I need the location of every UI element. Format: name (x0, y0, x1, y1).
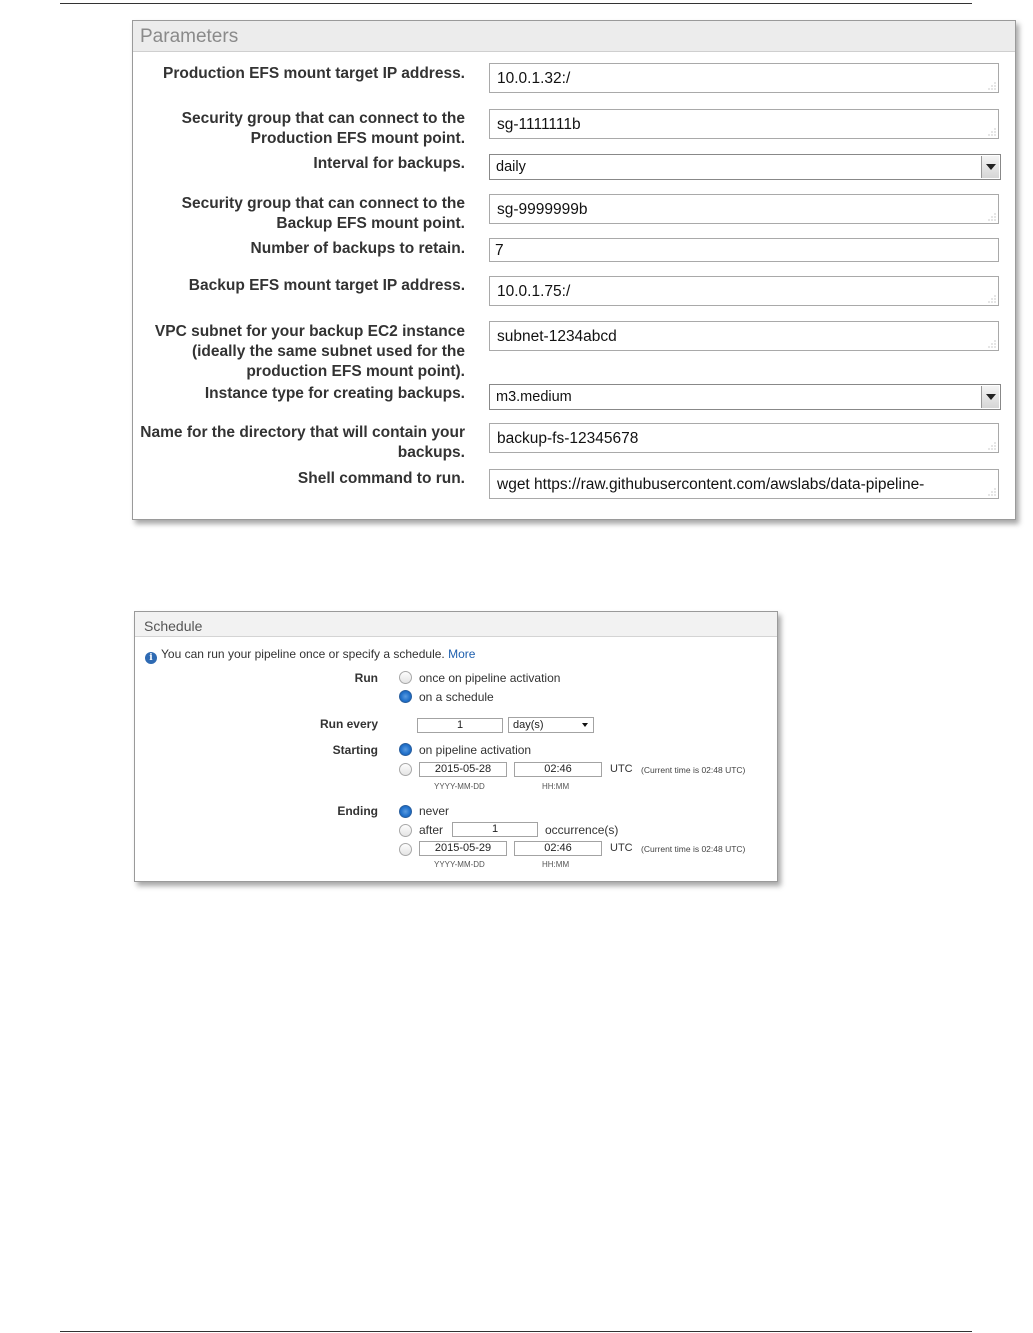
run-schedule-label: on a schedule (419, 690, 494, 704)
end-never-label: never (419, 804, 450, 818)
run-every-unit-select[interactable]: day(s) (508, 717, 594, 733)
schedule-header (135, 612, 777, 637)
end-after-input[interactable]: 1 (452, 822, 538, 837)
end-date-hint: YYYY-MM-DD (434, 860, 485, 869)
directory-label: Name for the directory that will contain your backups. (140, 424, 465, 461)
dropdown-arrow-icon[interactable] (981, 156, 999, 178)
end-time-input[interactable]: 02:46 (514, 841, 602, 856)
directory-value: backup-fs-12345678 (497, 430, 639, 447)
production-ip-value: 10.0.1.32:/ (497, 70, 571, 87)
resize-grip-icon[interactable] (988, 128, 996, 136)
subnet-input[interactable] (489, 321, 999, 351)
retain-input[interactable] (489, 238, 999, 262)
schedule-panel (134, 611, 778, 882)
instance-type-label: Instance type for creating backups. (204, 385, 465, 402)
retain-value: 7 (495, 242, 504, 259)
end-after-radio[interactable] (399, 824, 412, 837)
interval-value: daily (496, 159, 526, 175)
run-every-input[interactable]: 1 (417, 718, 503, 733)
instance-type-value: m3.medium (496, 389, 572, 405)
resize-grip-icon[interactable] (988, 295, 996, 303)
run-every-label: Run every (319, 717, 378, 731)
more-link[interactable]: More (448, 647, 476, 661)
schedule-title: Schedule (144, 618, 203, 634)
end-never-radio[interactable] (399, 805, 412, 818)
interval-select[interactable] (489, 154, 1001, 180)
resize-grip-icon[interactable] (988, 442, 996, 450)
start-time-hint: HH:MM (542, 782, 570, 791)
end-date-radio[interactable] (399, 843, 412, 856)
run-label: Run (354, 671, 378, 685)
end-time-hint: HH:MM (542, 860, 570, 869)
production-ip-input[interactable] (489, 63, 999, 93)
start-date-hint: YYYY-MM-DD (434, 782, 485, 791)
end-current-time: (Current time is 02:48 UTC) (641, 844, 746, 854)
start-activation-label: on pipeline activation (419, 743, 532, 757)
schedule-info-text: You can run your pipeline once or specify a schedule. (161, 647, 445, 661)
subnet-label: VPC subnet for your backup EC2 instance (ideally the same subnet used for the production EFS mount point). (154, 323, 465, 380)
ending-label: Ending (337, 804, 378, 818)
backup-ip-value: 10.0.1.75:/ (497, 283, 571, 300)
backup-ip-input[interactable] (489, 276, 999, 306)
production-sg-input[interactable] (489, 109, 999, 139)
run-schedule-radio[interactable] (399, 690, 412, 703)
start-utc: UTC (610, 763, 633, 775)
shell-command-label: Shell command to run. (297, 470, 465, 487)
top-rule (60, 3, 972, 4)
start-time-input[interactable]: 02:46 (514, 762, 602, 777)
interval-label: Interval for backups. (313, 155, 465, 172)
run-once-radio[interactable] (399, 671, 412, 684)
end-date-input[interactable]: 2015-05-29 (419, 841, 507, 856)
schedule-info (145, 647, 475, 664)
subnet-value: subnet-1234abcd (497, 328, 617, 345)
end-after-unit: occurrence(s) (545, 823, 619, 837)
backup-sg-value: sg-9999999b (497, 201, 588, 218)
production-ip-label: Production EFS mount target IP address. (162, 65, 465, 82)
resize-grip-icon[interactable] (988, 213, 996, 221)
parameters-header (133, 21, 1015, 52)
backup-sg-label: Security group that can connect to the Backup EFS mount point. (181, 195, 465, 232)
resize-grip-icon[interactable] (988, 340, 996, 348)
parameters-panel (132, 20, 1016, 520)
end-after-label: after (419, 823, 444, 837)
start-activation-radio[interactable] (399, 743, 412, 756)
start-current-time: (Current time is 02:48 UTC) (641, 765, 746, 775)
start-date-input[interactable]: 2015-05-28 (419, 762, 507, 777)
starting-label: Starting (332, 743, 378, 757)
end-utc: UTC (610, 842, 633, 854)
backup-sg-input[interactable] (489, 194, 999, 224)
production-sg-value: sg-1111111b (497, 116, 581, 133)
production-sg-label: Security group that can connect to the Production EFS mount point. (181, 110, 465, 147)
resize-grip-icon[interactable] (988, 488, 996, 496)
resize-grip-icon[interactable] (988, 82, 996, 90)
retain-label: Number of backups to retain. (250, 240, 465, 257)
shell-command-value: wget https://raw.githubusercontent.com/awslabs/data-pipeline- (497, 476, 925, 493)
run-once-label: once on pipeline activation (419, 671, 561, 685)
parameters-title: Parameters (140, 26, 239, 47)
info-icon: i (145, 652, 157, 664)
backup-ip-label: Backup EFS mount target IP address. (188, 277, 465, 294)
start-date-radio[interactable] (399, 763, 412, 776)
instance-type-select[interactable] (489, 384, 1001, 410)
shell-command-input[interactable] (489, 469, 999, 499)
bottom-rule (60, 1331, 972, 1332)
directory-input[interactable] (489, 423, 999, 453)
dropdown-arrow-icon[interactable] (981, 386, 999, 408)
